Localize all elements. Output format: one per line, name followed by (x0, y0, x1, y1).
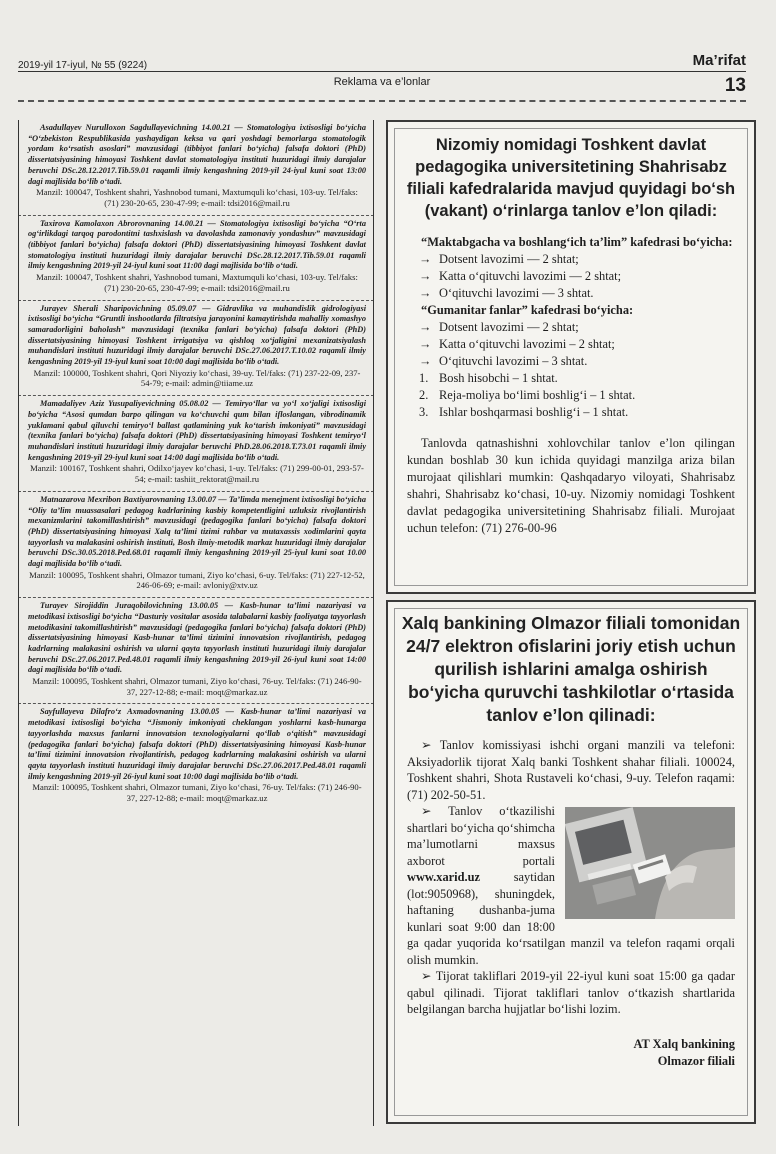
atm-photo (565, 807, 735, 919)
arrow-icon: → (419, 354, 432, 368)
ad-paragraph: ➢ Tanlov o‘tkazilishi shartlari bo‘yicha qo‘shimcha ma’lumotlarni maxsus axborot portali www.xarid.uz saytidan (lot:9050968), shuningdek, haftaning dushanba-juma kunlari soat 9:00 dan 18:00 ga qadar yuqorida ko‘rsatilgan manzil va telefon raqami orqali olish mumkin. (407, 804, 735, 967)
page-header (18, 52, 746, 100)
department-heading: “Maktabgacha va boshlang‘ich ta’lim” kafedrasi bo‘yicha: (421, 235, 733, 249)
ad-closing-text: Tanlovda qatnashishni xohlovchilar tanlov e’lon qilingan kundan boshlab 30 kun ichida quyidagi manzilga ariza bilan murojaat qilishlari mumkin: Qashqadaryo viloyati, Shahrisabz shahri, Shahrisabz ko‘chasi, 10-uy. Nizomiy nomidagi Toshkent davlat pedagogika universitetining Shahrisabz filiali. Murojaat uchun telefon: (71) 276-00-96 (407, 436, 735, 535)
arrow-icon: → (419, 252, 432, 266)
notice-body: Matnazarova Mexribon Baxtiyarovnaning 13.00.07 — Ta’limda menejment ixtisosligi bo‘yicha “Oliy ta’lim muassasalari pedagog kadrlarining kasbiy kompetentligini uzluksiz rivojlantirish mexanizmlarini takomillashtirish” mavzusidagi (pedagogika fanlari bo‘yicha) falsafa doktori (PhD) dissertatsiyasining himoyasi Xalq ta’limi tizimi rahbar va mutaxassis xodimlarini qayta tayyorlash va malakasini oshirish instituti, Bosh ilmiy-metodik markaz huzuridagi ilmiy darajalar beruvchi DSc.30.05.2018.Ped.68.01 raqamli ilmiy kengashning 2019-yil 25-iyul kuni soat 10.00 dagi majlisida bo‘lib o‘tadi. (28, 494, 366, 569)
notice-address: Manzil: 100095, Toshkent shahri, Olmazor tumani, Ziyo ko‘chasi, 6-uy. Tel/faks: (71) 227-12-52, 246-06-69; e-mail: avloniy@xtv.uz (29, 569, 365, 591)
notices-column (18, 120, 374, 1126)
header-dashed-divider (18, 100, 746, 102)
notice-body: Turayev Sirojiddin Juraqobilovichning 13.00.05 — Kasb-hunar ta’limi nazariyasi va metodikasi ixtisosligi bo‘yicha “Dasturiy vositalar asosida talabalarni kasbiy faoliyatga tayyorlash metodikasini takomillashtirish” mavzusidagi (pedagogika fanlari bo‘yicha) falsafa doktori (PhD) dissertatsiyasining himoyasi Kasb-hunar ta’limi tizimini innovatsion rivojlantirish, pedagog kadrlarning malakasini oshirish va ularni qayta tayyorlash instituti huzuridagi ilmiy darajalar beruvchi DSc.27.06.2017.Ped.48.01 raqamli ilmiy kengashning 2019-yil 26-iyul kuni soat 14:00 dagi majlisida bo‘lib o‘tadi. (28, 601, 366, 675)
ad-signature: AT Xalq bankining Olmazor filiali (633, 1036, 735, 1068)
issue-date: 2019-yil 17-iyul, № 55 (9224) (18, 60, 148, 71)
notice-address: Manzil: 100000, Toshkent shahri, Qori Niyoziy ko‘chasi, 39-uy. Tel/faks: (71) 237-22-09, 237-54-79; e-mail: admin@tiiame.uz (33, 367, 361, 389)
section-title: Reklama va e’lonlar (333, 76, 431, 88)
ad-paragraph: ➢ Tanlov komissiyasi ishchi organi manzili va telefoni: Aksiyadorlik tijorat Xalq banki Toshkent shahar filiali. 100024, Toshkent shahri, Shota Rustaveli ko‘chasi, 9-uy. Telefon raqami: (71) 202-50-51. (407, 738, 735, 802)
numbered-item: 1. Bosh hisobchi – 1 shtat. (419, 371, 558, 385)
notice (18, 598, 374, 704)
list-item: → Katta o‘qituvchi lavozimi – 2 shtat; (419, 337, 615, 351)
triangle-bullet-icon: ➢ (421, 738, 432, 752)
notice-body: Jurayev Sherali Sharipovichning 05.09.07 — Gidravlika va muhandislik gidrologiyasi ixtisosligi bo‘yicha “Gruntli inshootlarda filtratsiya jarayonini kamaytirishda mahalliy xomashyo samaradorligini baholash” mavzusidagi (texnika fanlari bo‘yicha) falsafa doktori (PhD) dissertatsiyasining himoyasi Toshkent irrigatsiya va qishloq xo‘jaligini mexanizatsiyalash muhandislari instituti huzuridagi ilmiy darajalar beruvchi DSc.27.06.2017.T.10.02 raqamli ilmiy kengashning 2019-yil 19-iyul kuni soat 10:00 dagi majlisida bo‘lib o‘tadi. (28, 303, 366, 367)
list-item: → O‘qituvchi lavozimi – 3 shtat. (419, 354, 588, 368)
notice (18, 396, 374, 492)
list-item: → Katta o‘qituvchi lavozimi — 2 shtat; (419, 269, 622, 283)
arrow-icon: → (419, 286, 432, 300)
notice (18, 120, 374, 216)
ad-inner-frame (394, 608, 748, 1116)
notice-body: Asadullayev Nurulloxon Sagdullayevichning 14.00.21 — Stomatologiya ixtisosligi bo‘yicha “O‘zbekiston Respublikasida yashaydigan keksa va qari yoshdagi bemorlarga stomatologik yordam ko‘rsatish asoslari” mavzusidagi (tibbiyot fanlari bo‘yicha) falsafa doktori (PhD) dissertatsiyasining himoyasi Toshkent davlat stomatologiya instituti huzuridagi ilmiy darajalar beruvchi DSc.28.12.2017.Tib.59.01 raqamli ilmiy kengashning 2019-yil 24-iyul kuni soat 13:00 dagi majlisida bo‘lib o‘tadi. (28, 123, 366, 186)
notice (18, 704, 374, 809)
list-item: → O‘qituvchi lavozimi — 3 shtat. (419, 286, 594, 300)
page-number: 13 (724, 75, 746, 96)
list-item: → Dotsent lavozimi — 2 shtat; (419, 320, 579, 334)
notice-address: Manzil: 100047, Toshkent shahri, Yashnobod tumani, Maxtumquli ko‘chasi, 103-uy. Tel/faks: (71) 230-20-65, 230-47-99; e-mail: tdsi2016@mail.ru (36, 187, 358, 208)
triangle-bullet-icon: ➢ (421, 804, 432, 818)
university-vacancy-ad (386, 120, 756, 594)
notice-address: Manzil: 100167, Toshkent shahri, Odilxo‘jayev ko‘chasi, 1-uy. Tel/faks: (71) 299-00-01, 293-57-54; e-mail: tashiit_rektorat@mail.ru (30, 463, 364, 485)
list-item: → Dotsent lavozimi — 2 shtat; (419, 252, 579, 266)
numbered-item: 2. Reja-moliya bo‘limi boshlig‘i – 1 shtat. (419, 388, 636, 402)
notice (18, 216, 374, 301)
arrow-icon: → (419, 269, 432, 283)
notice-body: Mamadaliyev Aziz Yusupaliyevichning 05.08.02 — Temiryo‘llar va yo‘l xo‘jaligi ixtisosligi bo‘yicha “Asosi qumdan barpo qilingan va ko‘chuvchi qum bilan ifloslangan, vibrodinamik yuklamani qabul qiluvchi temiryo‘l ballast qatlamining yuk ko‘tarish imkoniyati” mavzusidagi (texnika fanlari bo‘yicha) falsafa doktori (PhD) dissertatsiyasining himoyasi Toshkent temiryo‘l muhandislari instituti huzuridagi ilmiy darajalar beruvchi PhD.28.06.2018.T.73.01 raqamli ilmiy kengashning 2019-yil 29-iyul kuni soat 14:00 dagi majlisida bo‘lib o‘tadi. (28, 399, 366, 462)
notice-body: Sayfullayeva Dilafro‘z Axmadovnaning 13.00.05 — Kasb-hunar ta’limi nazariyasi va metodikasi ixtisosligi bo‘yicha “Jismoniy imkoniyati cheklangan yoshlarni kasb-hunarga tayyorlashda maxsus fanlarni innovatsion texnologiyalarni qo‘llab o‘qitish” mavzusidagi (pedagogika fanlari bo‘yicha) falsafa doktori (PhD) dissertatsiyasining himoyasi Kasb-hunar ta’limi tizimini innovatsion rivojlantirish, pedagog kadrlarning malakasini oshirish va ularni qayta tayyorlash instituti huzuridagi ilmiy darajalar beruvchi DSc.27.06.2017.Ped.48.01 raqamli ilmiy kengashning 2019-yil 26-iyul kuni soat 10:00 dagi majlisida bo‘lib o‘tadi. (28, 707, 366, 781)
ad-content (395, 727, 747, 1070)
bank-tender-ad (386, 600, 756, 1124)
ad-title: Nizomiy nomidagi Toshkent davlat pedagogika universitetining Shahrisabz filiali kafedralarida mavjud quyidagi bo‘sh (vakant) o‘rinlarga tanlov e’lon qiladi: (406, 136, 736, 220)
notice (18, 301, 374, 397)
website-link[interactable]: www.xarid.uz (407, 870, 480, 884)
arrow-icon: → (419, 320, 432, 334)
left-column-border (18, 120, 19, 1126)
department-heading: “Gumanitar fanlar” kafedrasi bo‘yicha: (421, 303, 634, 317)
arrow-icon: → (419, 337, 432, 351)
notice (18, 492, 374, 598)
notice-body: Taxirova Kamolaxon Abrorovnaning 14.00.21 — Stomatologiya ixtisosligi bo‘yicha “O‘rta og‘irlikdagi tarqoq parodontitni tashxislash va davolashda zamonaviy yondashuv” mavzusidagi (tibbiyot fanlari bo‘yicha) falsafa doktori (PhD) dissertatsiyasining himoyasi Toshkent davlat stomatologiya instituti huzuridagi ilmiy darajalar beruvchi DSc.28.12.2017.Tib.59.01 raqamli ilmiy kengashning 2019-yil 24-iyul kuni soat 11:00 dagi majlisida bo‘lib o‘tadi. (28, 218, 366, 271)
notice-address: Manzil: 100095, Toshkent shahri, Olmazor tumani, Ziyo ko‘chasi, 76-uy. Tel/faks: (71) 246-90-37, 227-12-88; e-mail: moqt@markaz.uz (32, 676, 362, 697)
triangle-bullet-icon: ➢ (421, 969, 432, 983)
newspaper-name: Ma’rifat (692, 52, 746, 69)
header-divider (18, 71, 746, 72)
notice-address: Manzil: 100095, Toshkent shahri, Olmazor tumani, Ziyo ko‘chasi, 76-uy. Tel/faks: (71) 246-90-37, 227-12-88; e-mail: moqt@markaz.uz (32, 782, 362, 804)
ad-inner-frame (394, 128, 748, 586)
right-column-border (373, 120, 374, 1126)
ad-paragraph: ➢ Tijorat takliflari 2019-yil 22-iyul kuni soat 15:00 ga qadar qabul qilinadi. Tijorat takliflari tanlov o‘tkazish shartlarida belgilangan barcha hujjatlar bo‘lishi lozim. (407, 969, 735, 1016)
ad-title: Xalq bankining Olmazor filiali tomonidan 24/7 elektron ofislarini joriy etish uchun qurilish ishlarini amalga oshirish bo‘yicha quruvchi tashkilotlar o‘rtasida tanlov e’lon qilinadi: (401, 613, 741, 725)
notice-address: Manzil: 100047, Toshkent shahri, Yashnobod tumani, Maxtumquli ko‘chasi, 103-uy. Tel/faks: (71) 230-20-65, 230-47-99; e-mail: tdsi2016@mail.ru (36, 272, 358, 293)
ad-content (395, 222, 747, 537)
numbered-item: 3. Ishlar boshqarmasi boshlig‘i – 1 shtat. (419, 405, 629, 419)
